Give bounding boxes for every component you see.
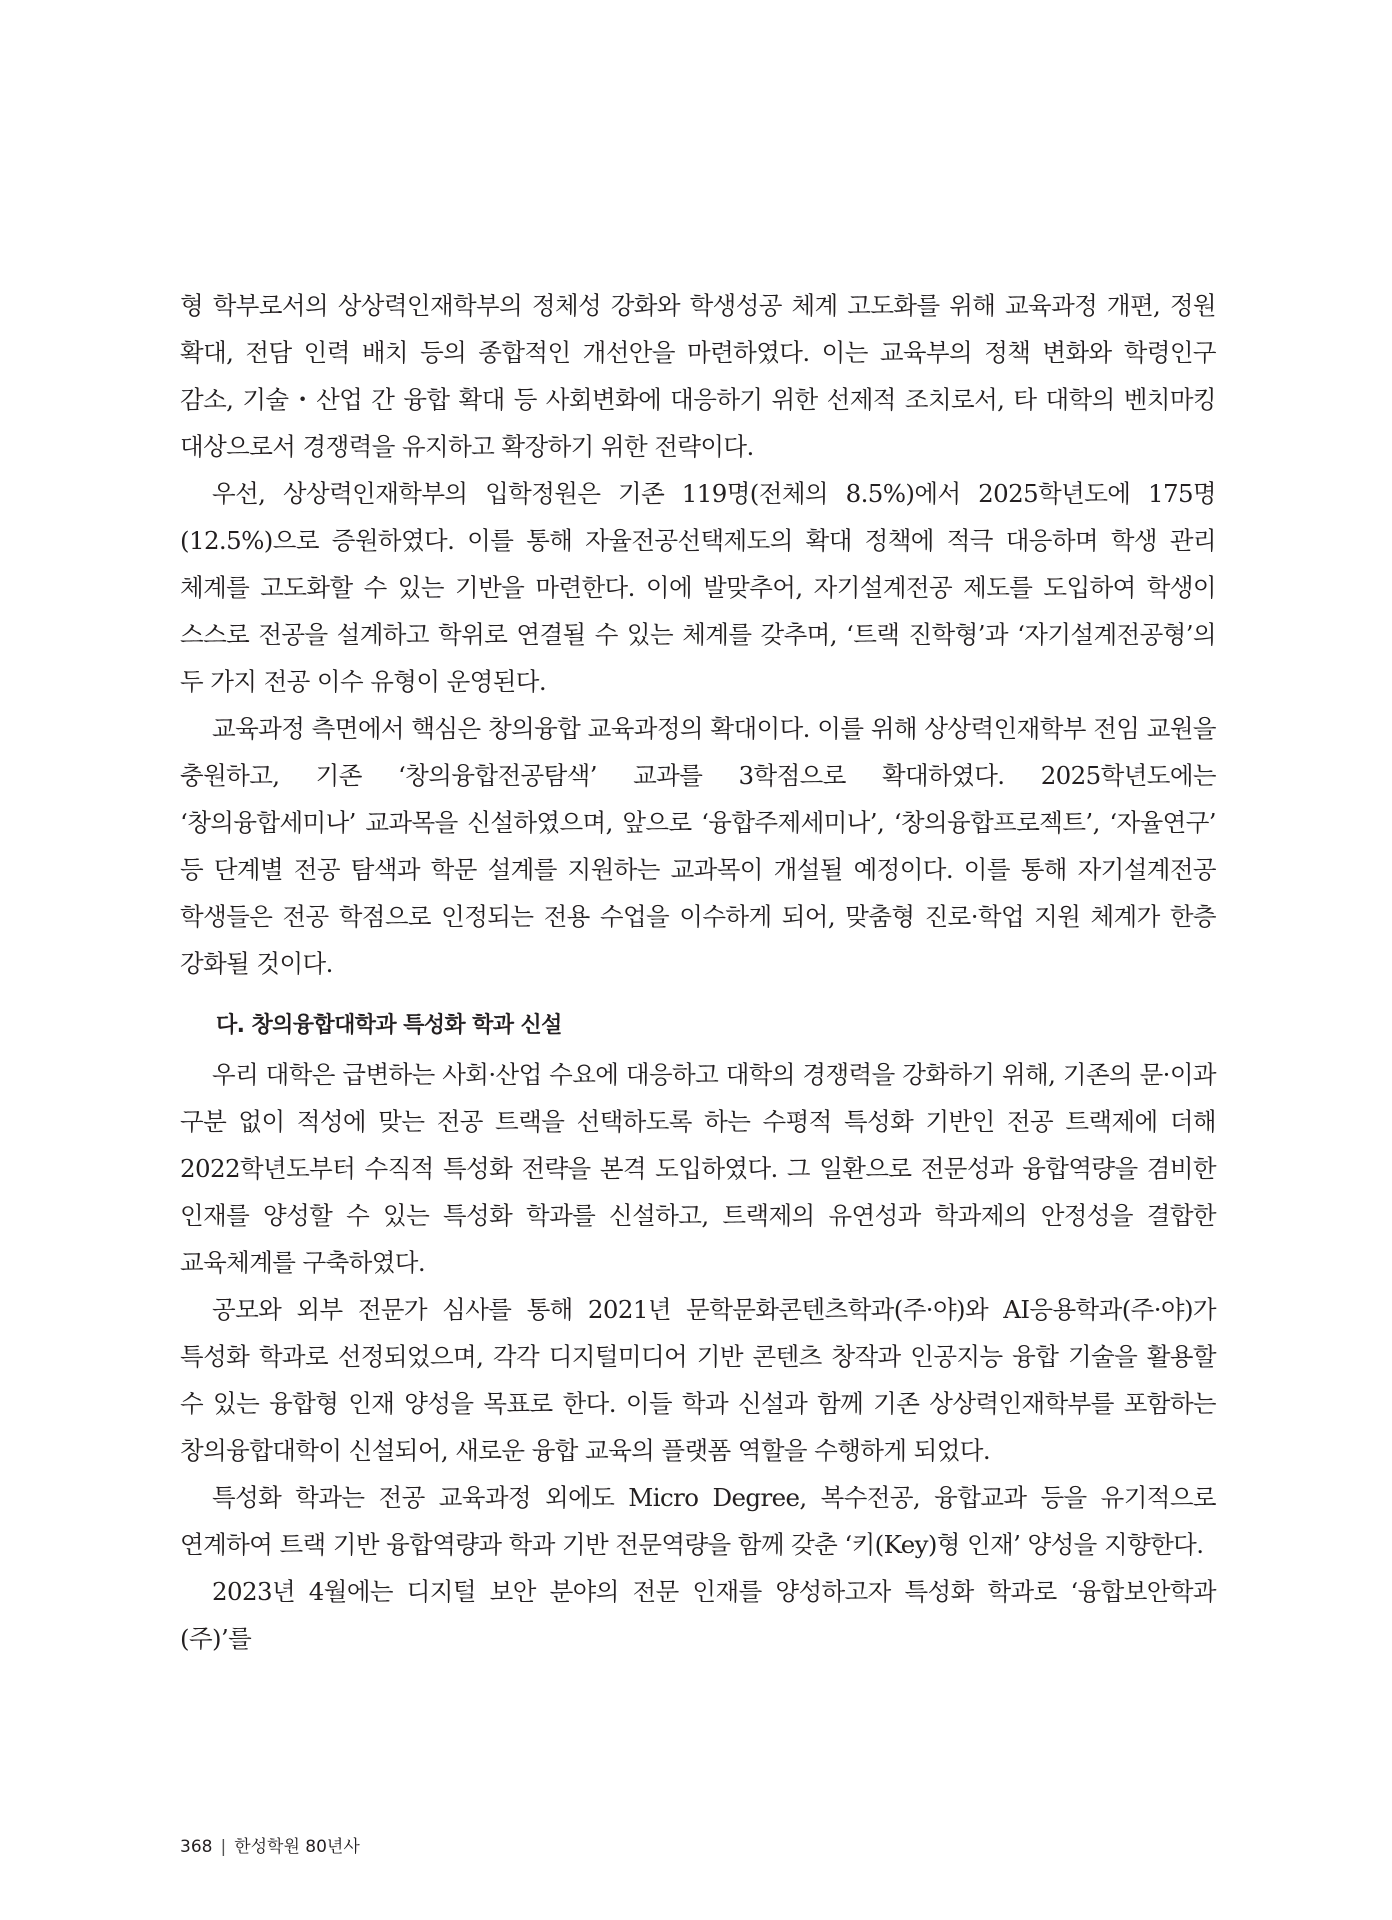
page-body <box>180 282 1216 1662</box>
footer-separator: | <box>220 1837 227 1857</box>
body-paragraph: 특성화 학과는 전공 교육과정 외에도 Micro Degree, 복수전공, 융합교과 등을 유기적으로 연계하여 트랙 기반 융합역량과 학과 기반 전문역량을 함께 갖춘 ‘키(Key)형 인재’ 양성을 지향한다. <box>180 1483 1216 1559</box>
body-paragraph: 형 학부로서의 상상력인재학부의 정체성 강화와 학생성공 체계 고도화를 위해 교육과정 개편, 정원 확대, 전담 인력 배치 등의 종합적인 개선안을 마련하였다. 이는 교육부의 정책 변화와 학령인구 감소, 기술・산업 간 융합 확대 등 사회변화에 대응하기 위한 선제적 조치로서, 타 대학의 벤치마킹 대상으로서 경쟁력을 유지하고 확장하기 위한 전략이다. <box>180 291 1216 461</box>
page-number: 368 <box>180 1837 213 1857</box>
book-title: 한성학원 80년사 <box>234 1837 360 1857</box>
section-heading: 다. 창의융합대학과 특성화 학과 신설 <box>216 1013 562 1038</box>
body-paragraph: 우리 대학은 급변하는 사회·산업 수요에 대응하고 대학의 경쟁력을 강화하기 위해, 기존의 문·이과 구분 없이 적성에 맞는 전공 트랙을 선택하도록 하는 수평적 특성화 기반인 전공 트랙제에 더해 2022학년도부터 수직적 특성화 전략을 본격 도입하였다. 그 일환으로 전문성과 융합역량을 겸비한 인재를 양성할 수 있는 특성화 학과를 신설하고, 트랙제의 유연성과 학과제의 안정성을 결합한 교육체계를 구축하였다. <box>180 1060 1216 1277</box>
page-footer <box>180 1836 360 1858</box>
body-paragraph: 2023년 4월에는 디지털 보안 분야의 전문 인재를 양성하고자 특성화 학과로 ‘융합보안학과(주)’를 <box>180 1577 1216 1653</box>
body-paragraph: 교육과정 측면에서 핵심은 창의융합 교육과정의 확대이다. 이를 위해 상상력인재학부 전임 교원을 충원하고, 기존 ‘창의융합전공탐색’ 교과를 3학점으로 확대하였다. 2025학년도에는 ‘창의융합세미나’ 교과목을 신설하였으며, 앞으로 ‘융합주제세미나’, ‘창의융합프로젝트’, ‘자율연구’ 등 단계별 전공 탐색과 학문 설계를 지원하는 교과목이 개설될 예정이다. 이를 통해 자기설계전공 학생들은 전공 학점으로 인정되는 전용 수업을 이수하게 되어, 맞춤형 진로·학업 지원 체계가 한층 강화될 것이다. <box>180 714 1216 978</box>
body-paragraph: 공모와 외부 전문가 심사를 통해 2021년 문학문화콘텐츠학과(주·야)와 AI응용학과(주·야)가 특성화 학과로 선정되었으며, 각각 디지털미디어 기반 콘텐츠 창작과 인공지능 융합 기술을 활용할 수 있는 융합형 인재 양성을 목표로 한다. 이들 학과 신설과 함께 기존 상상력인재학부를 포함하는 창의융합대학이 신설되어, 새로운 융합 교육의 플랫폼 역할을 수행하게 되었다. <box>180 1295 1216 1465</box>
body-paragraph: 우선, 상상력인재학부의 입학정원은 기존 119명(전체의 8.5%)에서 2025학년도에 175명(12.5%)으로 증원하였다. 이를 통해 자율전공선택제도의 확대 정책에 적극 대응하며 학생 관리 체계를 고도화할 수 있는 기반을 마련한다. 이에 발맞추어, 자기설계전공 제도를 도입하여 학생이 스스로 전공을 설계하고 학위로 연결될 수 있는 체계를 갖추며, ‘트랙 진학형’과 ‘자기설계전공형’의 두 가지 전공 이수 유형이 운영된다. <box>180 479 1216 696</box>
